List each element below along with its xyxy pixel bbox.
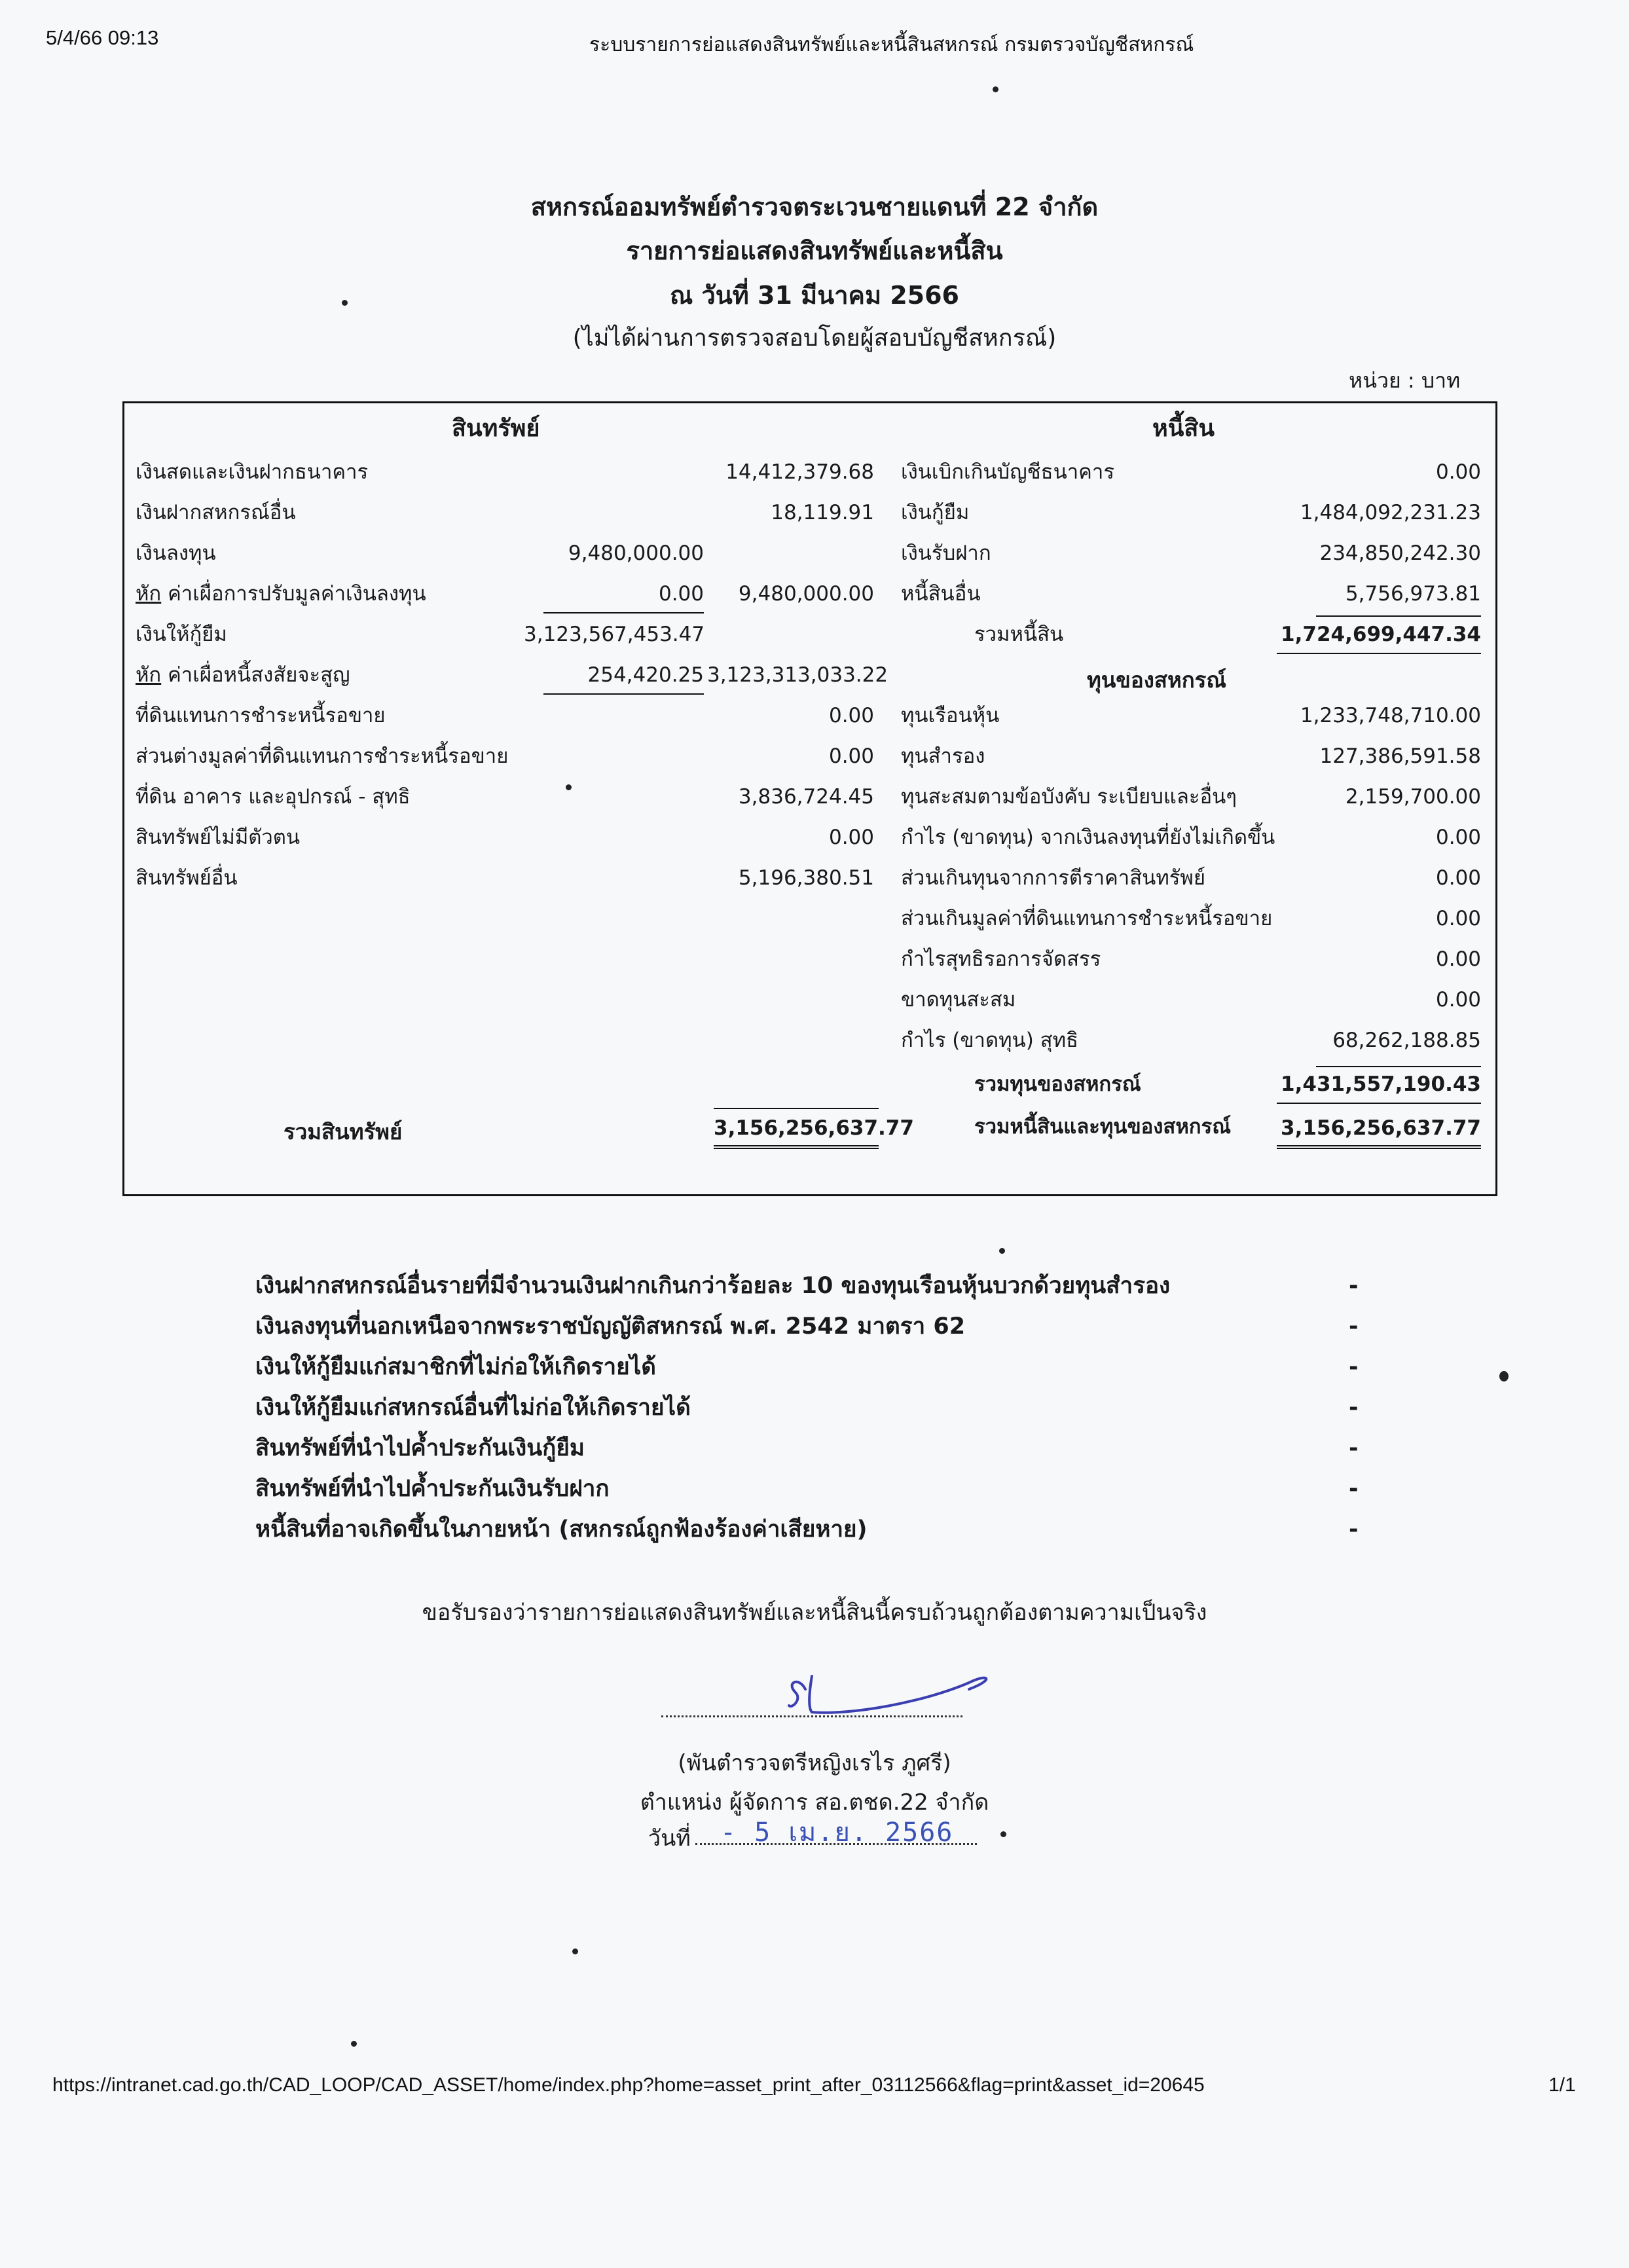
note-value: - (1349, 1354, 1359, 1380)
liabilities-total-rule (1316, 615, 1481, 617)
assets-total-rule (714, 1108, 879, 1109)
asset-value: 18,119.91 (771, 501, 874, 524)
asset-label (136, 655, 350, 695)
equity-value: 0.00 (1435, 866, 1481, 890)
equity-heading: ทุนของสหกรณ์ (1087, 667, 1227, 693)
equity-label: ทุนสะสมตามข้อบังคับ ระเบียบและอื่นๆ (901, 785, 1237, 809)
report-date: ณ วันที่ 31 มีนาคม 2566 (669, 281, 959, 310)
asset-label: เงินลงทุน (136, 541, 216, 565)
equity-value: 0.00 (1435, 826, 1481, 849)
signer-name: (พันตำรวจตรีหญิงเรไร ภูศรี) (678, 1750, 951, 1776)
asset-subvalue: 0.00 (543, 582, 704, 613)
equity-label: กำไร (ขาดทุน) สุทธิ (901, 1029, 1078, 1052)
audit-note: (ไม่ได้ผ่านการตรวจสอบโดยผู้สอบบัญชีสหกรณ์) (572, 325, 1057, 352)
asset-label: ที่ดิน อาคาร และอุปกรณ์ - สุทธิ (136, 785, 411, 809)
asset-label (136, 574, 426, 614)
org-name: สหกรณ์ออมทรัพย์ตำรวจตระเวนชายแดนที่ 22 จำกัด (530, 192, 1099, 221)
asset-value: 9,480,000.00 (738, 582, 874, 606)
note-label: เงินลงทุนที่นอกเหนือจากพระราชบัญญัติสหกรณ์ พ.ศ. 2542 มาตรา 62 (255, 1313, 966, 1340)
equity-total-label: รวมทุนของสหกรณ์ (974, 1072, 1141, 1096)
certification-statement: ขอรับรองว่ารายการย่อแสดงสินทรัพย์และหนี้สินนี้ครบถ้วนถูกต้องตามความเป็นจริง (422, 1600, 1207, 1626)
signature-line (661, 1715, 962, 1717)
asset-label: เงินสดและเงินฝากธนาคาร (136, 460, 369, 484)
page-number: 1/1 (1548, 2074, 1576, 2096)
note-value: - (1349, 1516, 1359, 1543)
footer-url: https://intranet.cad.go.th/CAD_LOOP/CAD_ASSET/home/index.php?home=asset_print_after_03112566&flag=print&asset_id=20645 (52, 2074, 1205, 2096)
date-stamp: - 5 เม.ย. 2566 (720, 1818, 954, 1848)
liabilities-total-value: 1,724,699,447.34 (1277, 623, 1481, 654)
date-label: วันที่ (648, 1825, 691, 1852)
note-label: สินทรัพย์ที่นำไปค้ำประกันเงินรับฝาก (255, 1476, 610, 1502)
asset-value: 5,196,380.51 (738, 866, 874, 890)
equity-value: 0.00 (1435, 947, 1481, 971)
scan-speck (999, 1248, 1005, 1254)
note-value: - (1349, 1395, 1359, 1421)
asset-label: ที่ดินแทนการชำระหนี้รอขาย (136, 704, 386, 727)
liability-value: 1,484,092,231.23 (1300, 501, 1481, 524)
note-value: - (1349, 1273, 1359, 1299)
liability-value: 5,756,973.81 (1345, 582, 1481, 606)
equity-value: 0.00 (1435, 907, 1481, 930)
note-label: หนี้สินที่อาจเกิดขึ้นในภายหน้า (สหกรณ์ถูกฟ้องร้องค่าเสียหาย) (255, 1516, 868, 1543)
equity-value: 1,233,748,710.00 (1300, 704, 1481, 727)
asset-label: ส่วนต่างมูลค่าที่ดินแทนการชำระหนี้รอขาย (136, 744, 509, 768)
equity-label: ทุนสำรอง (901, 744, 985, 768)
note-label: เงินฝากสหกรณ์อื่นรายที่มีจำนวนเงินฝากเกินกว่าร้อยละ 10 ของทุนเรือนหุ้นบวกด้วยทุนสำรอง (255, 1273, 1171, 1299)
equity-value: 2,159,700.00 (1345, 785, 1481, 809)
signature (773, 1663, 1008, 1728)
equity-label: กำไร (ขาดทุน) จากเงินลงทุนที่ยังไม่เกิดขึ้น (901, 826, 1275, 849)
scan-speck (1499, 1371, 1509, 1381)
grand-total-value: 3,156,256,637.77 (1277, 1116, 1481, 1149)
equity-value: 68,262,188.85 (1332, 1029, 1481, 1052)
asset-subvalue: 254,420.25 (543, 663, 704, 695)
liabilities-total-label: รวมหนี้สิน (974, 623, 1064, 646)
liability-label: เงินกู้ยืม (901, 501, 970, 524)
scan-speck (1000, 1831, 1006, 1837)
equity-label: ทุนเรือนหุ้น (901, 704, 1000, 727)
scan-speck (351, 2041, 357, 2047)
unit-label: หน่วย : บาท (1349, 368, 1461, 393)
deduct-prefix: หัก (136, 663, 162, 687)
equity-label: ส่วนเกินทุนจากการตีราคาสินทรัพย์ (901, 866, 1205, 890)
equity-total-rule (1316, 1066, 1481, 1067)
scan-speck (342, 300, 348, 306)
asset-label: สินทรัพย์ไม่มีตัวตน (136, 826, 301, 849)
deduct-prefix: หัก (136, 582, 162, 606)
equity-total-value: 1,431,557,190.43 (1277, 1072, 1481, 1104)
note-value: - (1349, 1435, 1359, 1461)
asset-label-text: ค่าเผื่อการปรับมูลค่าเงินลงทุน (161, 582, 426, 606)
asset-label: เงินให้กู้ยืม (136, 623, 227, 646)
scan-speck (566, 784, 572, 790)
equity-label: ขาดทุนสะสม (901, 988, 1016, 1012)
liability-label: เงินเบิกเกินบัญชีธนาคาร (901, 460, 1114, 484)
assets-total-value: 3,156,256,637.77 (714, 1116, 879, 1149)
asset-value: 0.00 (828, 704, 874, 727)
note-label: เงินให้กู้ยืมแก่สมาชิกที่ไม่ก่อให้เกิดรายได้ (255, 1354, 656, 1380)
asset-subvalue: 3,123,567,453.47 (524, 623, 705, 646)
system-title: ระบบรายการย่อแสดงสินทรัพย์และหนี้สินสหกรณ์ กรมตรวจบัญชีสหกรณ์ (589, 33, 1194, 56)
assets-heading: สินทรัพย์ (452, 415, 540, 442)
asset-value: 0.00 (828, 826, 874, 849)
asset-value: 3,123,313,033.22 (707, 663, 888, 687)
liabilities-heading: หนี้สิน (1152, 415, 1215, 442)
note-value: - (1349, 1476, 1359, 1502)
liability-label: เงินรับฝาก (901, 541, 991, 565)
assets-total-label: รวมสินทรัพย์ (284, 1119, 403, 1144)
note-label: เงินให้กู้ยืมแก่สหกรณ์อื่นที่ไม่ก่อให้เกิดรายได้ (255, 1395, 691, 1421)
print-datetime: 5/4/66 09:13 (46, 26, 159, 49)
asset-subvalue: 9,480,000.00 (568, 541, 704, 565)
equity-value: 0.00 (1435, 988, 1481, 1012)
scan-speck (993, 86, 998, 92)
asset-value: 3,836,724.45 (738, 785, 874, 809)
liability-value: 234,850,242.30 (1319, 541, 1481, 565)
scan-speck (572, 1948, 578, 1954)
asset-label: สินทรัพย์อื่น (136, 866, 238, 890)
grand-total-label: รวมหนี้สินและทุนของสหกรณ์ (974, 1115, 1231, 1139)
equity-label: กำไรสุทธิรอการจัดสรร (901, 947, 1101, 971)
report-title: รายการย่อแสดงสินทรัพย์และหนี้สิน (626, 236, 1003, 265)
signer-position: ตำแหน่ง ผู้จัดการ สอ.ตชด.22 จำกัด (640, 1789, 989, 1816)
note-label: สินทรัพย์ที่นำไปค้ำประกันเงินกู้ยืม (255, 1435, 585, 1461)
equity-value: 127,386,591.58 (1319, 744, 1481, 768)
equity-label: ส่วนเกินมูลค่าที่ดินแทนการชำระหนี้รอขาย (901, 907, 1273, 930)
asset-value: 14,412,379.68 (725, 460, 874, 484)
asset-label: เงินฝากสหกรณ์อื่น (136, 501, 296, 524)
liability-value: 0.00 (1435, 460, 1481, 484)
asset-label-text: ค่าเผื่อหนี้สงสัยจะสูญ (161, 663, 350, 687)
liability-label: หนี้สินอื่น (901, 582, 981, 606)
asset-value: 0.00 (828, 744, 874, 768)
note-value: - (1349, 1313, 1359, 1340)
